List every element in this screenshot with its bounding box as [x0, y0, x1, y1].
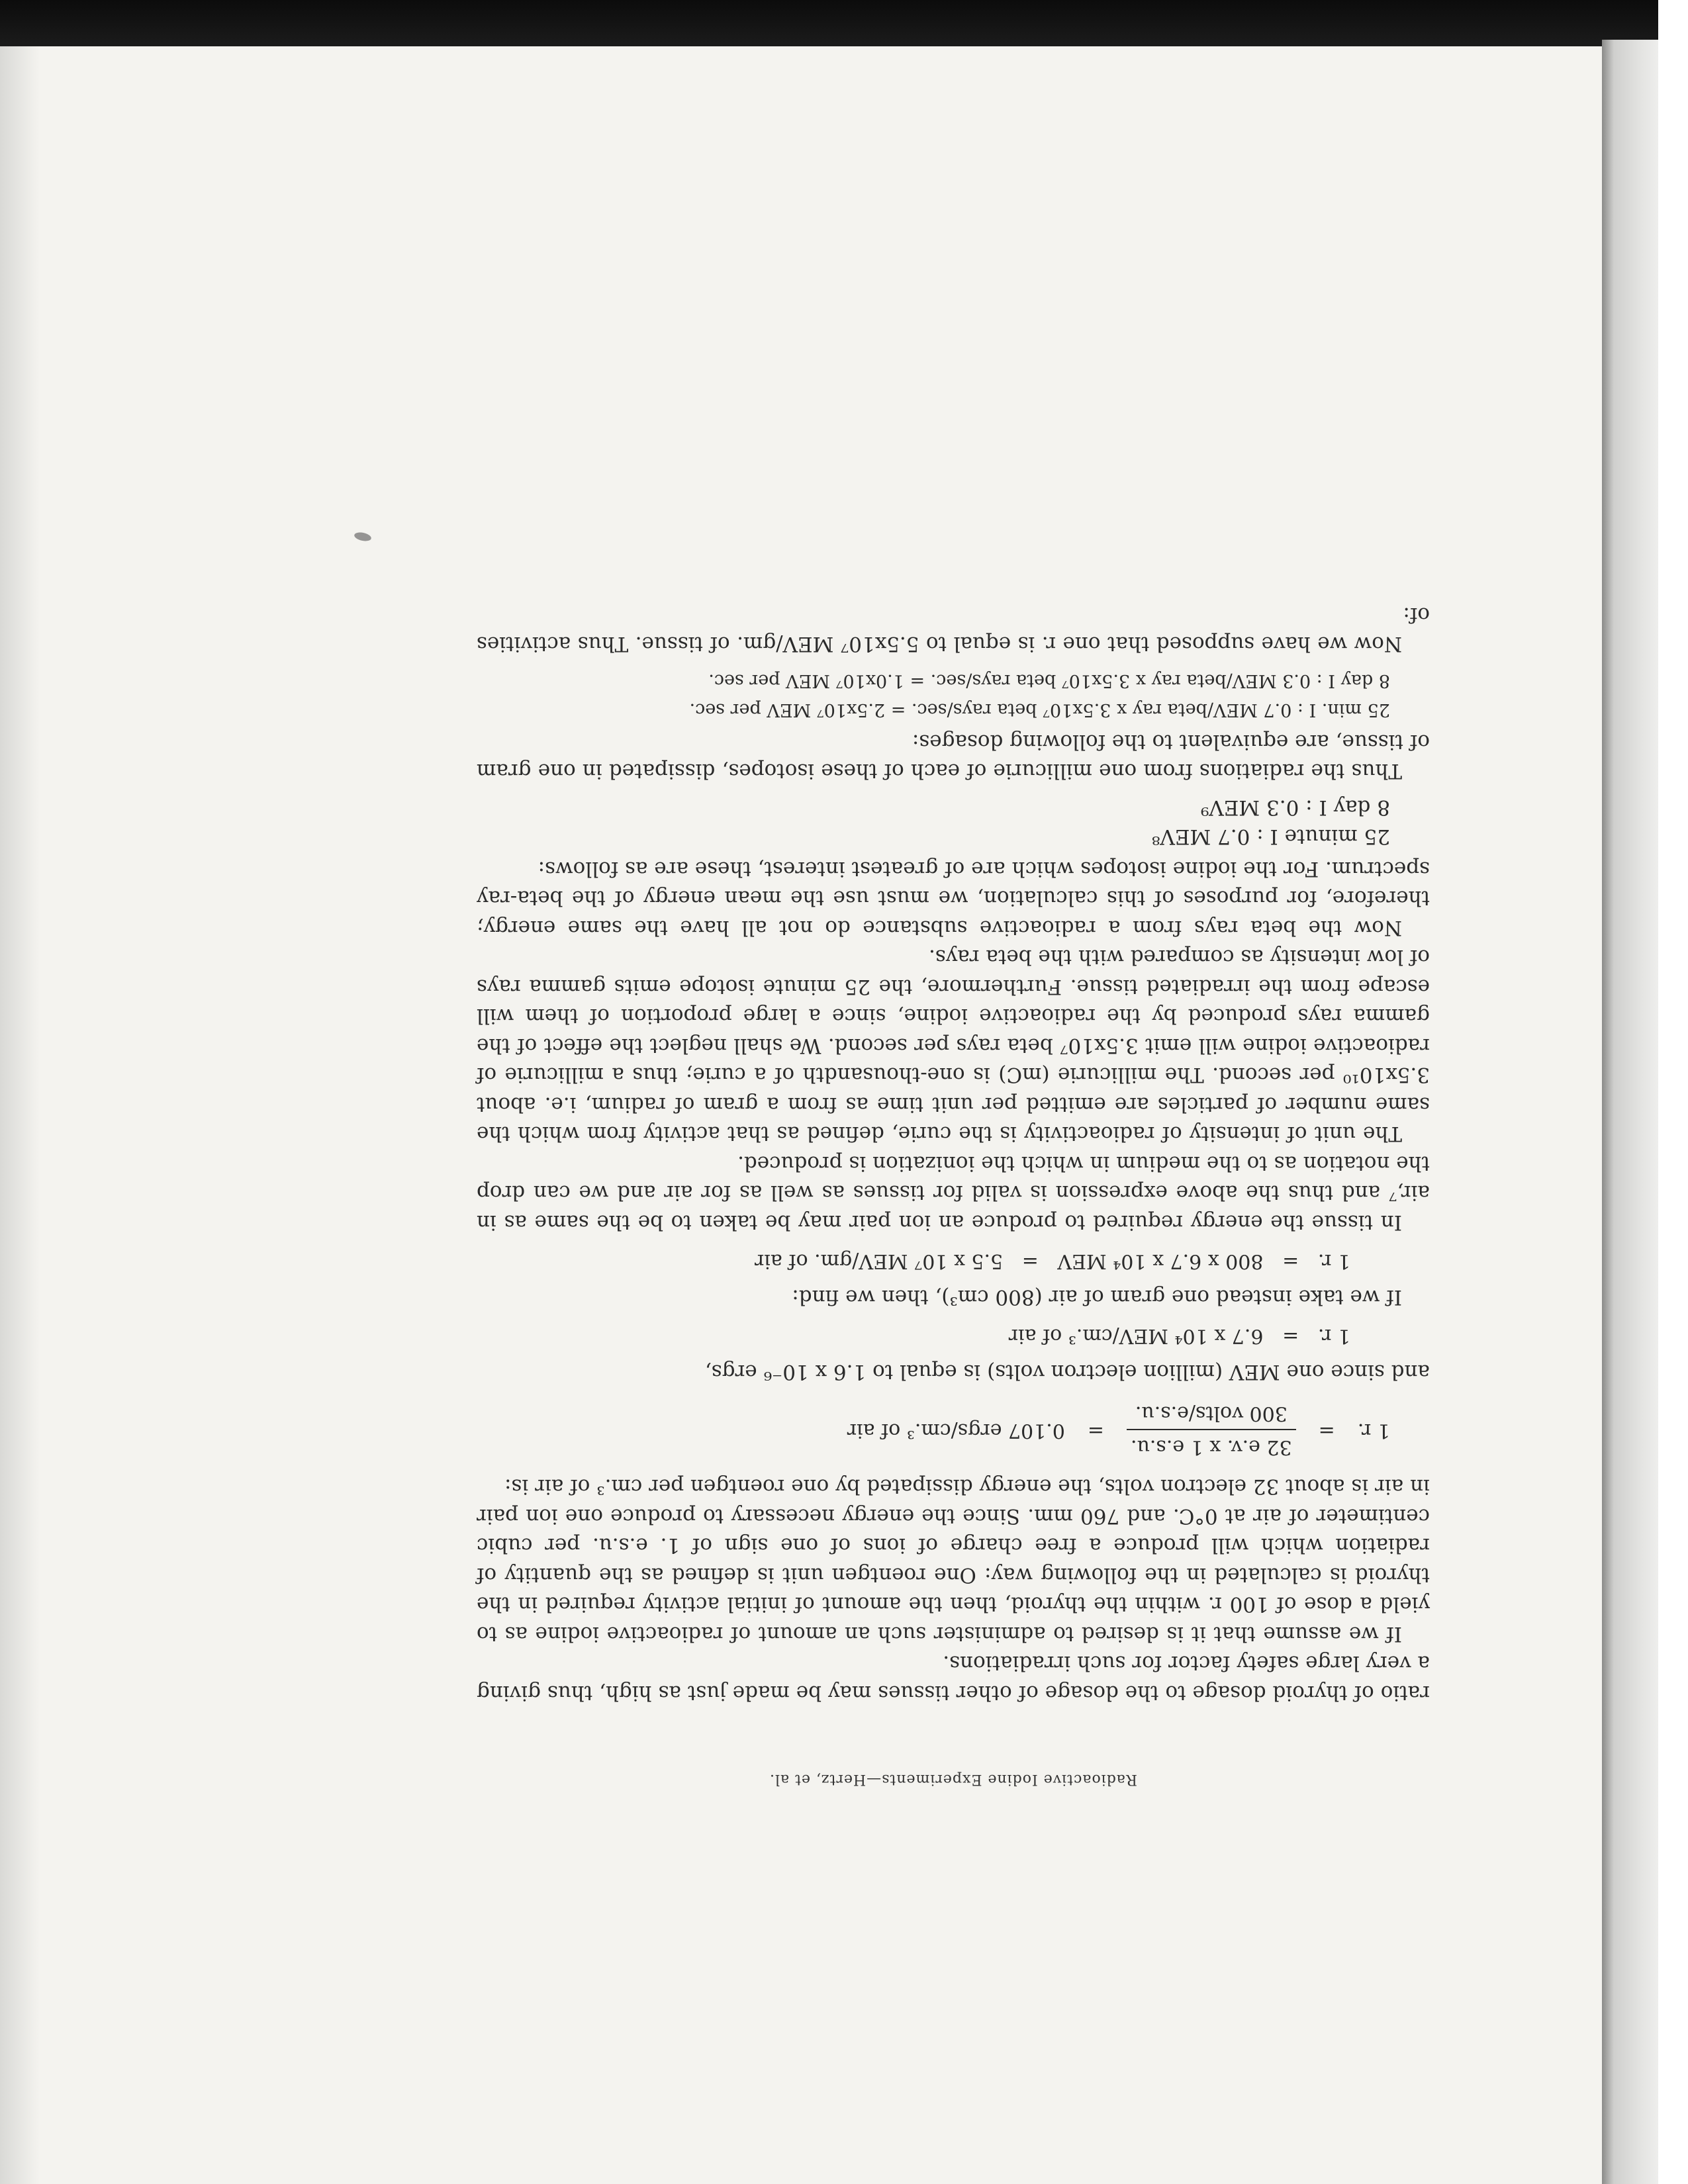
paragraph: If we take instead one gram of air (800 cm³), then we find:: [792, 1285, 1402, 1309]
page-content: [477, 371, 1430, 1794]
ink-smudge: [353, 531, 372, 542]
paragraph: Thus the radiations from one millicurie of each of these isotopes, dissipated in one gram of tissue, are equivalent to the following dosages:: [477, 730, 1430, 784]
paragraph: If we assume that it is desired to administer such an amount of radioactive iodine as to yield a dose of 100 r. within the thyroid, then the amount of initial activity required in the thyroid is calculated in the following way: One roentgen unit is defined as the quantity of radiation which will produce a free charge of ions of one sign of 1. e.s.u. per cubic centimeter of air at 0°C. and 760 mm. Since the energy necessary to produce one ion pair in air is about 32 electron volts, the energy dissipated by one roentgen per cm.³ of air is:: [477, 1475, 1430, 1646]
fraction-denominator: 300 volts/e.s.u.: [1135, 1402, 1288, 1426]
equation-rhs: 0.107 ergs/cm.³ of air: [847, 1418, 1065, 1442]
fraction-numerator: 32 e.v. x 1 e.s.u.: [1127, 1430, 1296, 1462]
paragraph: ratio of thyroid dosage to the dosage of other tissues may be made just as high, thus giving a very large safety factor for such irradiations.: [477, 1651, 1430, 1705]
paragraph: and since one MEV (million electron volts) is equal to 1.6 x 10⁻⁶ ergs,: [704, 1360, 1430, 1384]
paragraph: Now the beta rays from a radioactive substance do not all have the same energy; therefore, for purposes of this calculation, we must use the mean energy of the beta-ray spectrum. For the iodine isotopes which are of greatest interest, these are as follows:: [477, 857, 1430, 940]
page-gutter-shadow: [0, 40, 40, 2184]
dosage-list: [477, 666, 1390, 725]
list-item: 8 day I : 0.3 MEV⁹: [1200, 796, 1390, 819]
body-text: [477, 600, 1430, 1708]
paragraph: Now we have supposed that one r. is equal to 5.5x10⁷ MEV/gm. of tissue. Thus activities of:: [477, 603, 1430, 657]
list-item: 25 min. I : 0.7 MEV/beta ray x 3.5x10⁷ beta rays/sec. = 2.5x10⁷ MEV per sec.: [689, 700, 1390, 721]
isotope-energy-list: [477, 793, 1390, 852]
equation-lhs: 1 r.: [1357, 1418, 1390, 1442]
equation-roentgen-mev-cm3: 1 r. = 6.7 x 10⁴ MEV/cm.³ of air: [1008, 1324, 1350, 1348]
equals-sign: =: [1318, 1418, 1335, 1442]
equation-roentgen-ergs: [477, 1398, 1430, 1461]
paragraph: In tissue the energy required to produce an ion pair may be taken to be the same as in air,⁷ and thus the above expression is valid for tissues as well as for air and we can drop the notation as to the medium in which the ionization is produced.: [477, 1152, 1430, 1234]
scan-right-border: [1658, 0, 1688, 2184]
paragraph: The unit of intensity of radioactivity is the curie, defined as that activity from which the same number of particles are emitted per unit time as from a gram of radium, i.e. about 3.5x10¹⁰ per second. The millicurie (mC) is one-thousandth of a curie; thus a millicurie of radioactive iodine will emit 3.5x10⁷ beta rays per second. We shall neglect the effect of the gamma rays produced by the radioactive iodine, since a large proportion of them will escape from the irradiated tissue. Furthermore, the 25 minute isotope emits gamma rays of low intensity as compared with the beta rays.: [477, 945, 1430, 1146]
list-item: 25 minute I : 0.7 MEV⁸: [1152, 825, 1390, 849]
fraction: [1127, 1398, 1296, 1461]
equation-roentgen-mev-gm: 1 r. = 800 x 6.7 x 10⁴ MEV = 5.5 x 10⁷ MEV/gm. of air: [755, 1250, 1350, 1273]
scan-top-border: [0, 0, 1688, 46]
list-item: 8 day I : 0.3 MEV/beta ray x 3.5x10⁷ beta rays/sec. = 1.0x10⁷ MEV per sec.: [708, 670, 1390, 691]
running-head: Radioactive Iodine Experiments—Hertz, et al.: [769, 1771, 1137, 1788]
equals-sign: =: [1087, 1418, 1105, 1442]
